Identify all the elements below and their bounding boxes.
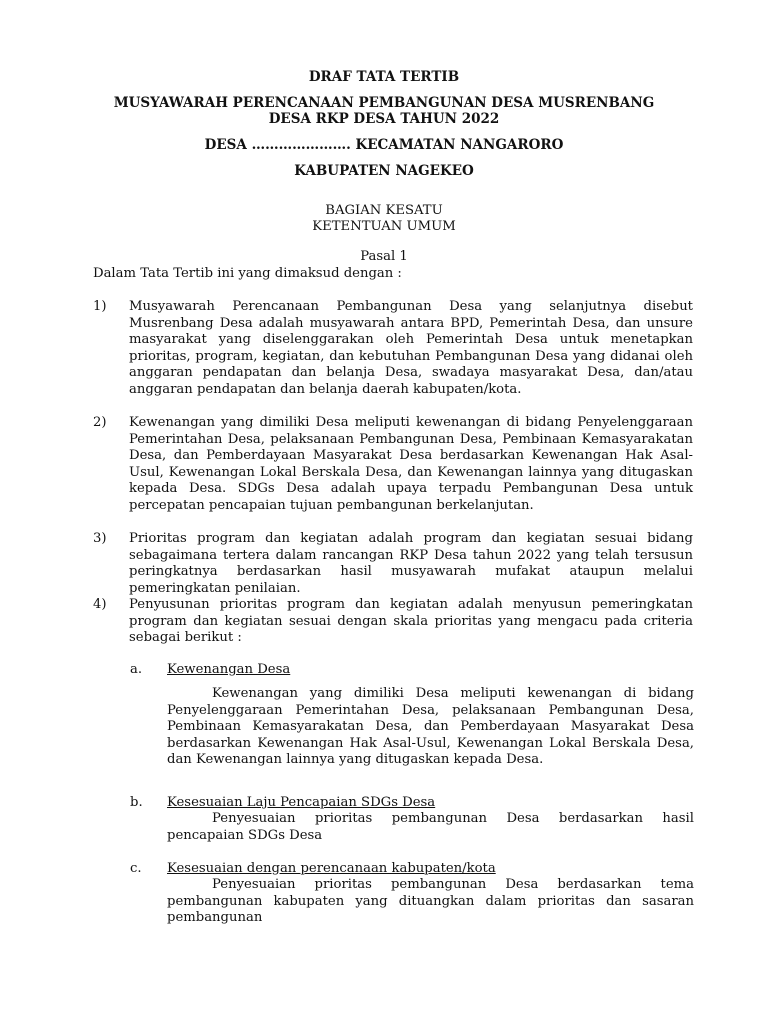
item-text: Kewenangan yang dimiliki Desa meliputi kewenangan di bidang Penyelenggaraan Pemerintahan Desa, pelaksanaan Pembangunan Desa, Pembinaan Kemasyarakatan Desa, dan Pemberdayaan Masyarakat Desa berdasarkan Kewenangan Hak Asal-Usul, Kewenangan Lokal Berskala Desa, dan Kewenangan lainnya yang ditugaskan kepada Desa. SDGs Desa adalah upaya terpadu Pembangunan Desa untuk percepatan pencapaian tujuan pembangunan berkelanjutan. xyxy=(129,415,693,513)
item-text: Musyawarah Perencanaan Pembangunan Desa yang selanjutnya disebut Musrenbang Desa adalah musyawarah antara BPD, Pemerintah Desa, dan unsure masyarakat yang diselenggarakan oleh Pemerintah Desa untuk menetapkan prioritas, program, kegiatan, dan kebutuhan Pembangunan Desa yang didanai oleh anggaran pendapatan dan belanja Desa, swadaya masyarakat Desa, dan/atau anggaran pendapatan dan belanja daerah kabupaten/kota. xyxy=(129,299,693,397)
criteria-letter: b. xyxy=(130,795,143,810)
criteria-body: Kewenangan yang dimiliki Desa meliputi kewenangan di bidang Penyelenggaraan Pemerintahan Desa, pelaksanaan Pembangunan Desa, Pembinaan Kemasyarakatan Desa, dan Pemberdayaan Masyarakat Desa berdasarkan Kewenangan Hak Asal-Usul, Kewenangan Lokal Berskala Desa, dan Kewenangan lainnya yang ditugaskan kepada Desa. xyxy=(167,686,694,767)
criteria-body: Penyesuaian prioritas pembangunan Desa berdasarkan hasil pencapaian SDGs Desa xyxy=(167,811,694,843)
item-number: 2) xyxy=(93,415,107,430)
criteria-letter: c. xyxy=(130,861,142,876)
section-name: KETENTUAN UMUM xyxy=(312,219,456,234)
criteria-heading: Kewenangan Desa xyxy=(167,662,291,677)
item-text: Penyusunan prioritas program dan kegiatan adalah menyusun pemeringkatan program dan kegiatan sesuai dengan skala prioritas yang mengacu pada criteria sebagai berikut : xyxy=(129,597,693,645)
doc-regency-line: KABUPATEN NAGEKEO xyxy=(294,163,474,179)
criteria-heading: Kesesuaian dengan perencanaan kabupaten/kota xyxy=(167,861,496,876)
section-part: BAGIAN KESATU xyxy=(325,203,443,218)
criteria-body: Penyesuaian prioritas pembangunan Desa berdasarkan tema pembangunan kabupaten yang dituangkan dalam prioritas dan sasaran pembangunan xyxy=(167,877,694,925)
criteria-letter: a. xyxy=(130,662,143,677)
doc-subtitle-line1: MUSYAWARAH PERENCANAAN PEMBANGUNAN DESA MUSRENBANG xyxy=(113,95,655,111)
item-number: 4) xyxy=(93,597,107,612)
item-text: Prioritas program dan kegiatan adalah program dan kegiatan sesuai bidang sebagaimana tertera dalam rancangan RKP Desa tahun 2022 yang telah tersusun peringkatnya berdasarkan hasil musyawarah mufakat ataupun melalui pemeringkatan penilaian. xyxy=(129,531,693,596)
article-number: Pasal 1 xyxy=(360,249,408,264)
item-number: 1) xyxy=(93,299,107,314)
criteria-heading: Kesesuaian Laju Pencapaian SDGs Desa xyxy=(167,795,436,810)
doc-subtitle-line2: DESA RKP DESA TAHUN 2022 xyxy=(268,111,500,127)
definitions-intro: Dalam Tata Tertib ini yang dimaksud dengan : xyxy=(93,266,402,281)
doc-village-line: DESA …………………. KECAMATAN NANGARORO xyxy=(204,137,564,153)
doc-title: DRAF TATA TERTIB xyxy=(308,69,460,85)
item-number: 3) xyxy=(93,531,107,546)
